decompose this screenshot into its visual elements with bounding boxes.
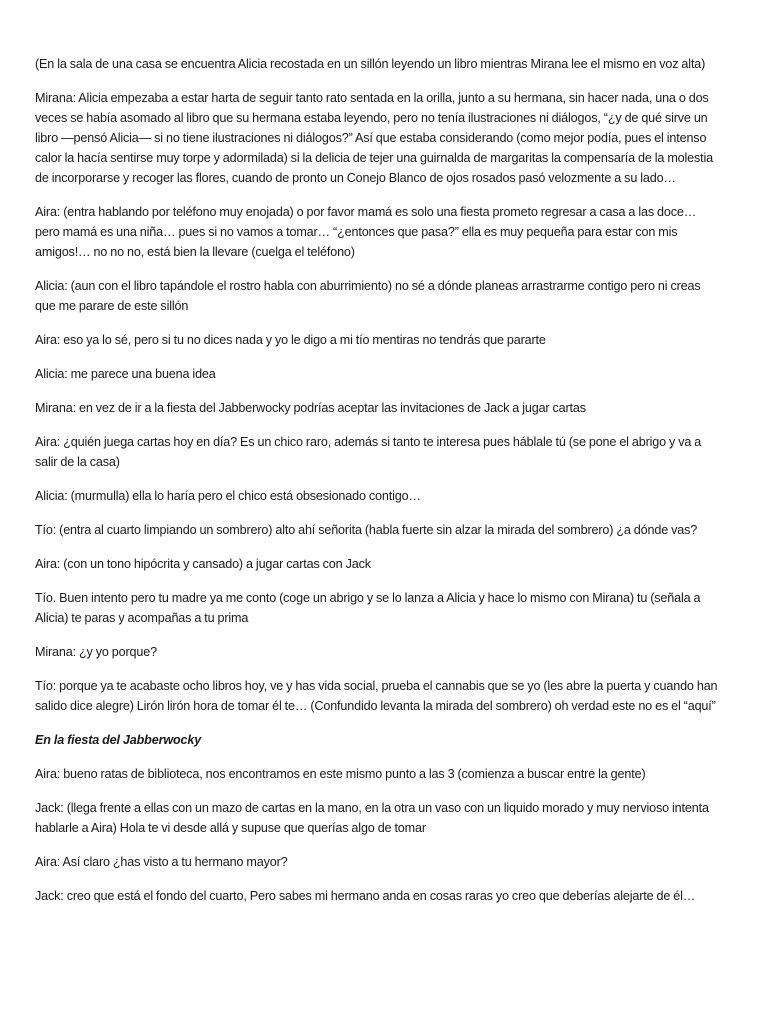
dialogue-paragraph: Tío: porque ya te acabaste ocho libros hoy, ve y has vida social, prueba el cannabis que se yo (les abre la puerta y cuando han salido dice alegre) Lirón lirón hora de tomar él te… (Confundido levanta la mirada del sombrero) oh verdad este no es el “aquí”: [35, 679, 718, 713]
dialogue-paragraph: Aira: (con un tono hipócrita y cansado) a jugar cartas con Jack: [35, 557, 371, 571]
stage-direction-paragraph: (En la sala de una casa se encuentra Alicia recostada en un sillón leyendo un libro mientras Mirana lee el mismo en voz alta): [35, 57, 706, 71]
dialogue-paragraph: Alicia: (murmulla) ella lo haría pero el chico está obsesionado contigo…: [35, 489, 421, 503]
dialogue-paragraph: Alicia: me parece una buena idea: [35, 367, 216, 381]
dialogue-paragraph: Aira: Así claro ¿has visto a tu hermano mayor?: [35, 855, 288, 869]
dialogue-paragraph: Mirana: ¿y yo porque?: [35, 645, 157, 659]
dialogue-paragraph: Mirana: Alicia empezaba a estar harta de seguir tanto rato sentada en la orilla, junto a su hermana, sin hacer nada, una o dos veces se había asomado al libro que su hermana estaba leyendo, pero no tenía ilustraciones ni diálogos, “¿y de qué sirve un libro —pensó Alicia— si no tiene ilustraciones ni diálogos?” Así que estaba considerando (como mejor podía, pues el intenso calor la hacía sentirse muy torpe y adormilada) si la delicia de tejer una guirnalda de margaritas la compensaría de la molestia de incorporarse y recoger las flores, cuando de pronto un Conejo Blanco de ojos rosados pasó velozmente a su lado…: [35, 91, 714, 185]
dialogue-paragraph: Aira: ¿quién juega cartas hoy en día? Es un chico raro, además si tanto te interesa pues háblale tú (se pone el abrigo y va a salir de la casa): [35, 435, 702, 469]
scene-heading: En la fiesta del Jabberwocky: [35, 733, 202, 747]
dialogue-paragraph: Tío. Buen intento pero tu madre ya me conto (coge un abrigo y se lo lanza a Alicia y hace lo mismo con Mirana) tu (señala a Alicia) te paras y acompañas a tu prima: [35, 591, 701, 625]
dialogue-paragraph: Jack: (llega frente a ellas con un mazo de cartas en la mano, en la otra un vaso con un liquido morado y muy nervioso intenta hablarle a Aira) Hola te vi desde allá y supuse que querías algo de tomar: [35, 801, 709, 835]
dialogue-paragraph: Mirana: en vez de ir a la fiesta del Jabberwocky podrías aceptar las invitaciones de Jack a jugar cartas: [35, 401, 586, 415]
dialogue-paragraph: Jack: creo que está el fondo del cuarto, Pero sabes mi hermano anda en cosas raras yo creo que deberías alejarte de él…: [35, 889, 696, 903]
dialogue-paragraph: Tío: (entra al cuarto limpiando un sombrero) alto ahí señorita (habla fuerte sin alzar la mirada del sombrero) ¿a dónde vas?: [35, 523, 698, 537]
dialogue-paragraph: Aira: eso ya lo sé, pero si tu no dices nada y yo le digo a mi tío mentiras no tendrás que pararte: [35, 333, 546, 347]
dialogue-paragraph: Aira: bueno ratas de biblioteca, nos encontramos en este mismo punto a las 3 (comienza a buscar entre la gente): [35, 767, 646, 781]
dialogue-paragraph: Alicia: (aun con el libro tapándole el rostro habla con aburrimiento) no sé a dónde planeas arrastrarme contigo pero ni creas que me parare de este sillón: [35, 279, 701, 313]
dialogue-paragraph: Aira: (entra hablando por teléfono muy enojada) o por favor mamá es solo una fiesta prometo regresar a casa a las doce… pero mamá es una niña… pues si no vamos a tomar… “¿entonces que pasa?” ella es muy pequeña para estar con mis amigos!… no no no, está bien la llevare (cuelga el teléfono): [35, 205, 697, 259]
